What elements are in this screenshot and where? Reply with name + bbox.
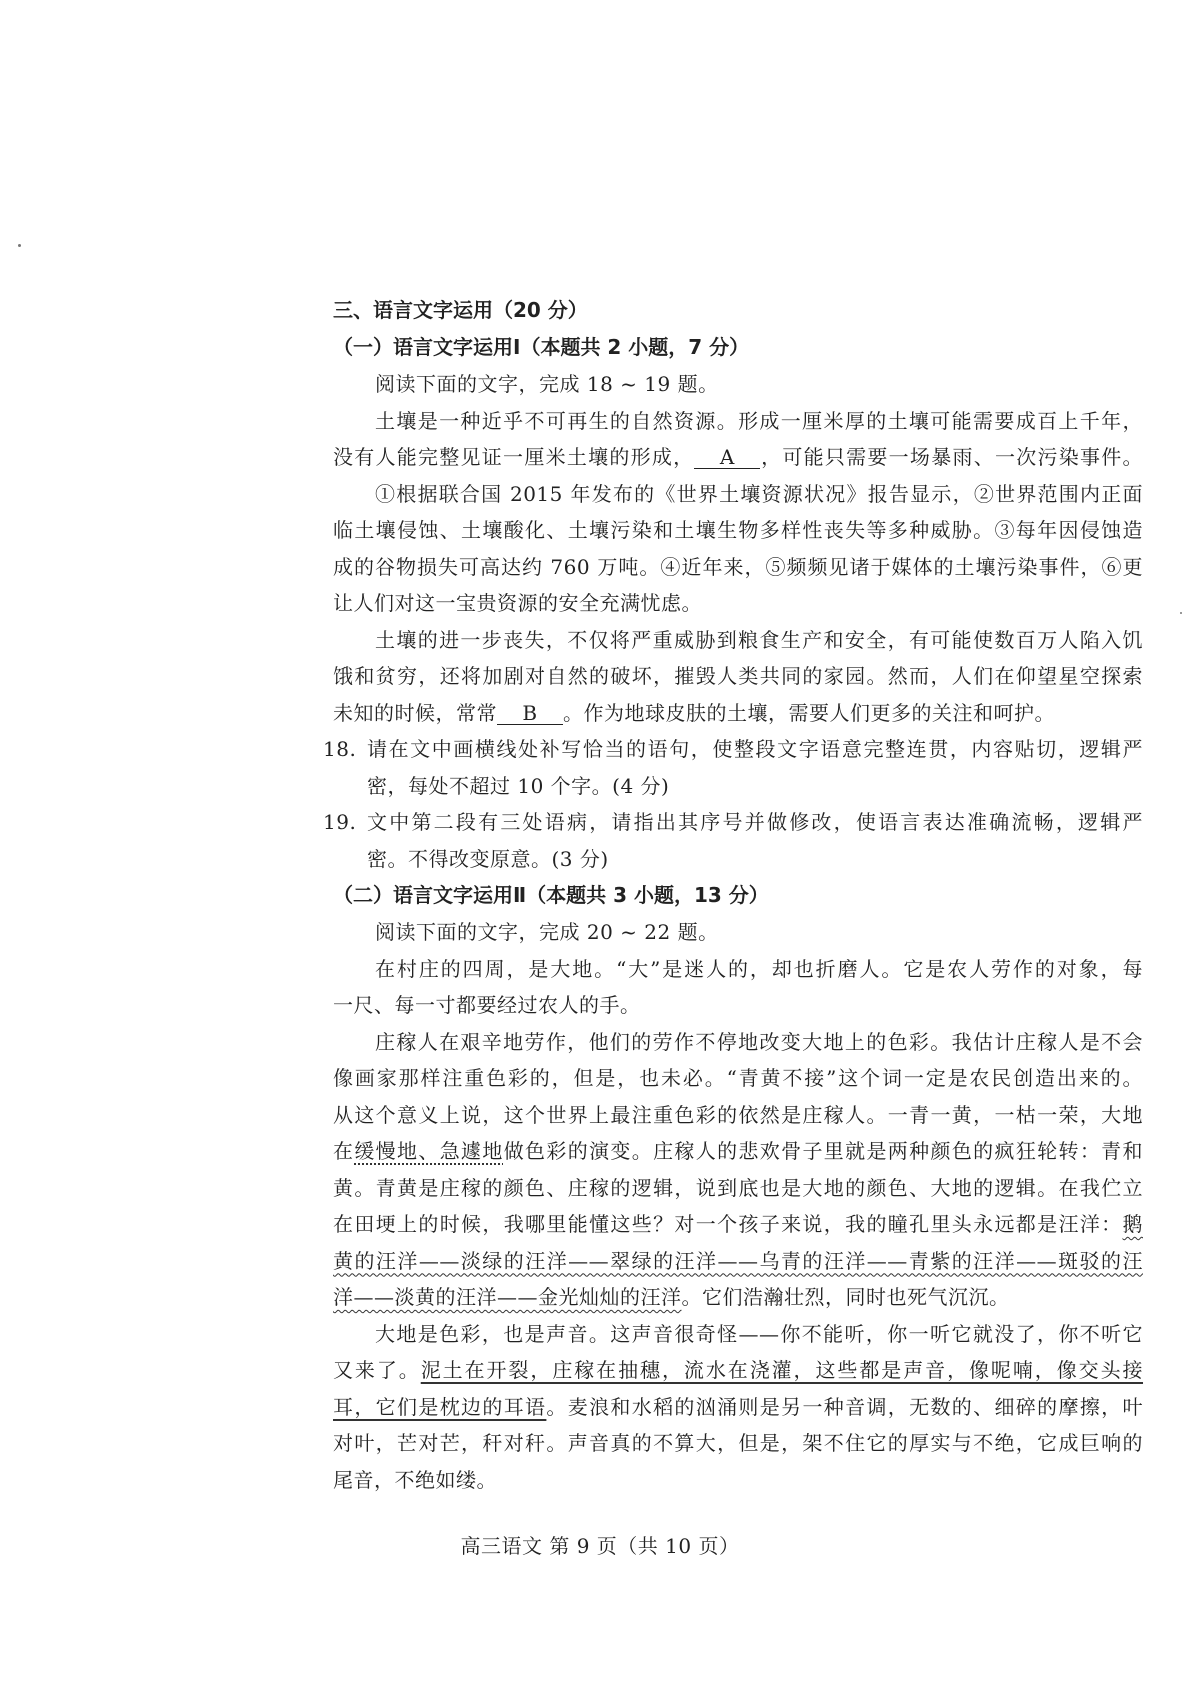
scan-speck — [18, 244, 21, 247]
part1-heading: （一）语言文字运用Ⅰ（本题共 2 小题，7 分） — [333, 335, 750, 359]
part1-paragraph-2: ①根据联合国 2015 年发布的《世界土壤资源状况》报告显示，②世界范围内正面 临土壤侵蚀、土壤酸化、土壤污染和土壤生物多样性丧失等多种威胁。③每年因侵蚀造 成的谷物损失可高达约 760 万吨。④近年来，⑤频频见诸于媒体的土壤污染事件，⑥更 让人们对这一宝贵资源的安全充满忧虑。 — [333, 481, 1143, 615]
wavy-underline: 鹅 — [1122, 1212, 1143, 1236]
part1-paragraph-3: 土壤的进一步丧失，不仅将严重威胁到粮食生产和安全，有可能使数百万人陷入饥 饿和贫穷，还将加剧对自然的破坏，摧毁人类共同的家园。然而，人们在仰望星空探索 未知的时候，常常 B 。作为地球皮肤的土壤，需要人们更多的关注和呵护。 — [333, 627, 1143, 725]
part2-paragraph-2: 庄稼人在艰辛地劳作，他们的劳作不停地改变大地上的色彩。我估计庄稼人是不会 像画家那样注重色彩的，但是，也未必。“青黄不接”这个词一定是农民创造出来的。 从这个意义上说，这个世界上最注重色彩的依然是庄稼人。一青一黄，一枯一荣，大地 在缓慢地、急遽地做色彩的演变。庄稼人的悲欢骨子里就是两种颜色的疯狂轮转：青和 黄。青黄是庄稼的颜色、庄稼的逻辑，说到底也是大地的颜色、大地的逻辑。在我伫立 在田埂上的时候，我哪里能懂这些？对一个孩子来说，我的瞳孔里头永远都是汪洋：鹅 黄的汪洋——淡绿的汪洋——翠绿的汪洋——乌青的汪洋——青紫的汪洋——斑驳的汪 洋——淡黄的汪洋——金光灿灿的汪洋。它们浩瀚壮烈，同时也死气沉沉。 — [333, 1029, 1144, 1309]
section-title: 三、语言文字运用（20 分） — [333, 298, 588, 322]
page-footer: 高三语文 第 9 页（共 10 页） — [460, 1534, 740, 1558]
exam-content — [323, 292, 1144, 1498]
part1-paragraph-1: 土壤是一种近乎不可再生的自然资源。形成一厘米厚的土壤可能需要成百上千年， 没有人能完整见证一厘米土壤的形成， A ，可能只需要一场暴雨、一次污染事件。 — [333, 408, 1144, 469]
part2-paragraph-3: 大地是色彩，也是声音。这声音很奇怪——你不能听，你一听它就没了，你不听它 又来了。泥土在开裂，庄稼在抽穗，流水在浇灌，这些都是声音，像呢喃，像交头接 耳，它们是枕边的耳语。麦浪和水稻的汹涌则是另一种音调，无数的、细碎的摩擦，叶 对叶，芒对芒，秆对秆。声音真的不算大，但是，架不住它的厚实与不绝，它成巨响的 尾音，不绝如缕。 — [333, 1321, 1144, 1492]
blank-b: B — [497, 702, 563, 725]
question-number: 18. — [323, 737, 357, 761]
blank-a: A — [694, 446, 760, 469]
wavy-underline: 黄的汪洋——淡绿的汪洋——翠绿的汪洋——乌青的汪洋——青紫的汪洋——斑驳的汪 — [333, 1248, 1143, 1273]
part2-heading: （二）语言文字运用Ⅱ（本题共 3 小题，13 分） — [333, 883, 769, 907]
dotted-emphasis: 缓慢地、急遽地 — [354, 1139, 504, 1163]
part2-paragraph-1: 在村庄的四周，是大地。“大”是迷人的，却也折磨人。它是农人劳作的对象，每 一尺、每一寸都要经过农人的手。 — [333, 956, 1143, 1017]
part1-instruction: 阅读下面的文字，完成 18 ~ 19 题。 — [375, 372, 719, 396]
solid-underline: 耳，它们是枕边的耳语 — [333, 1394, 547, 1419]
scan-speck — [1180, 612, 1182, 614]
solid-underline: 泥土在开裂，庄稼在抽穗，流水在浇灌，这些都是声音，像呢喃，像交头接 — [420, 1358, 1144, 1382]
part2-instruction: 阅读下面的文字，完成 20 ~ 22 题。 — [375, 920, 719, 944]
wavy-underline: 洋——淡黄的汪洋——金光灿灿的汪洋 — [333, 1285, 682, 1309]
question-18: 18. 请在文中画横线处补写恰当的语句，使整段文字语意完整连贯，内容贴切，逻辑严 密，每处不超过 10 个字。(4 分) — [323, 731, 1143, 804]
question-19: 19. 文中第二段有三处语病，请指出其序号并做修改，使语言表达准确流畅，逻辑严 密。不得改变原意。(3 分) — [323, 804, 1143, 877]
question-number: 19. — [323, 810, 357, 834]
